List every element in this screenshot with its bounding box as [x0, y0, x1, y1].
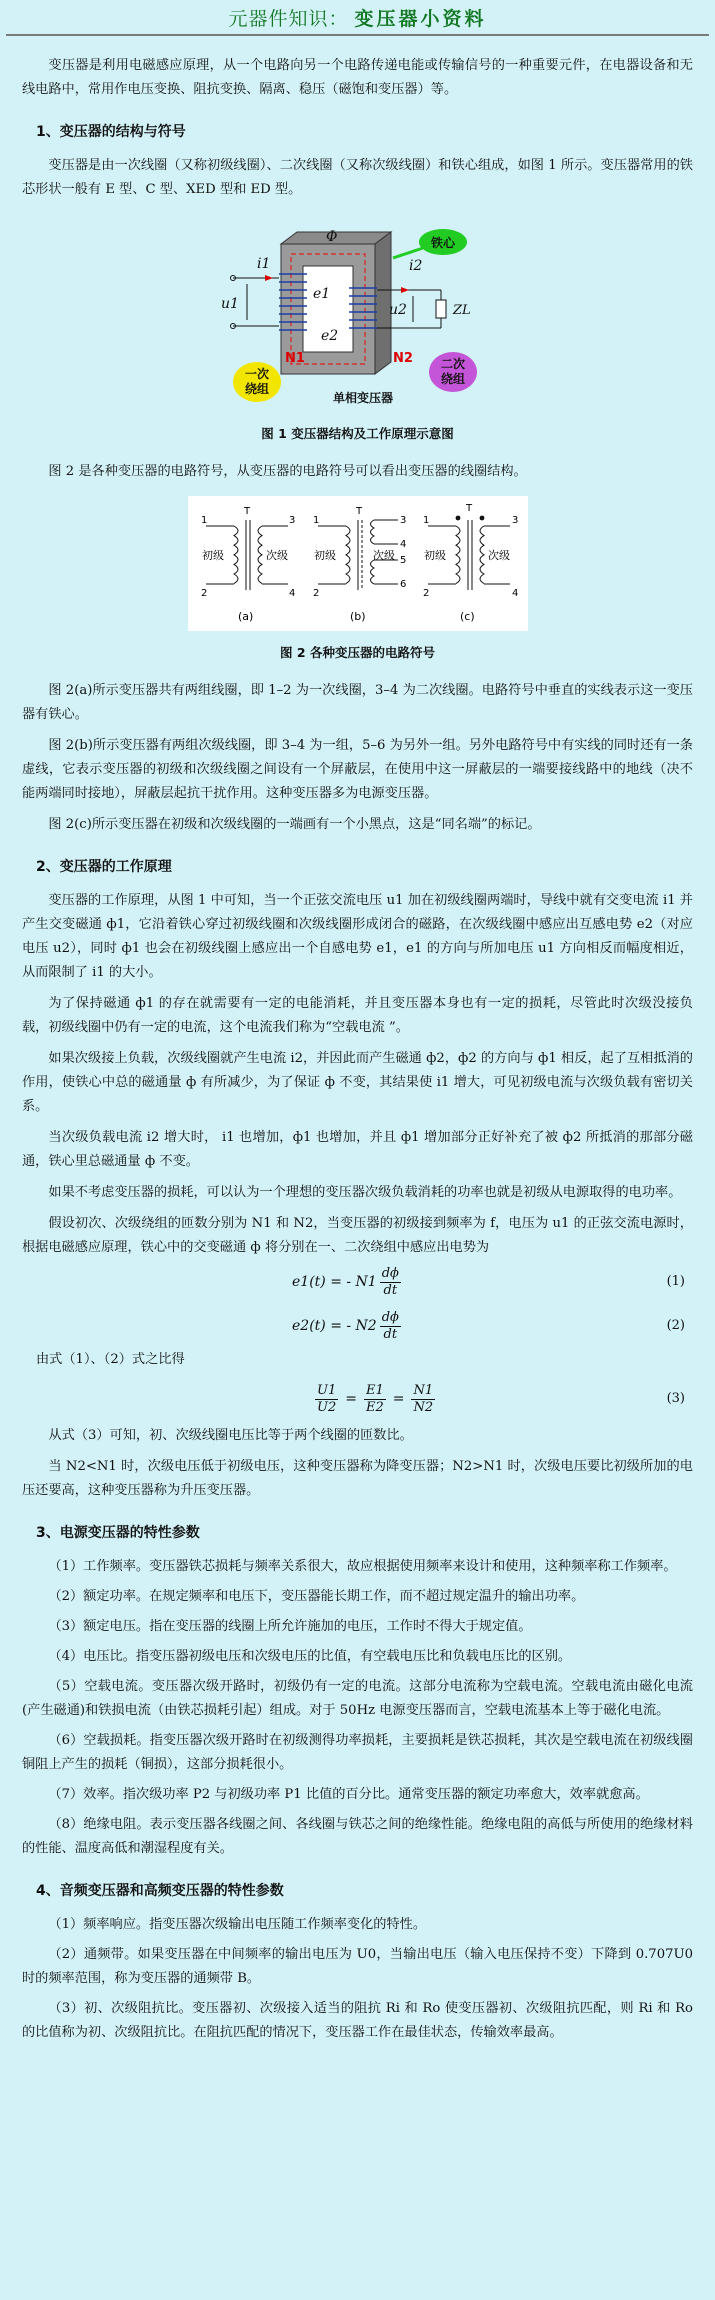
- equation-1: [22, 1260, 693, 1304]
- list-item: （6）空载损耗。指变压器次级开路时在初级测得功率损耗，主要损耗是铁芯损耗，其次是空载电流在初级线圈铜阻上产生的损耗（铜损），这部分损耗很小。: [22, 1733, 693, 1772]
- section-3-heading: 3、电源变压器的特性参数: [36, 1525, 200, 1541]
- equation-2-denominator: dt: [383, 1326, 398, 1342]
- section-4-list: [22, 1913, 693, 2045]
- equation-1-fraction: [380, 1266, 401, 1299]
- figure-1: [22, 222, 693, 412]
- core-label: 铁心: [430, 236, 455, 250]
- pin-label: 4: [511, 588, 518, 599]
- section-1-paragraph: 变压器是由一次线圈（又称初级线圈）、二次线圈（又称次级线圈）和铁心组成，如图 1 所示。变压器常用的铁芯形状一般有 E 型、C 型、XED 型和 ED 型。: [22, 158, 693, 197]
- pin-label: 2: [422, 588, 429, 599]
- equation-1-lhs: e1(t) = - N1: [292, 1274, 377, 1290]
- symbol-c-caption: (c): [459, 610, 475, 623]
- figure-2-paragraph-c: 图 2(c)所示变压器在初级和次级线圈的一端画有一个小黑点，这是“同名端”的标记。: [48, 817, 541, 832]
- list-item: （7）效率。指次级功率 P2 与初级功率 P1 比值的百分比。通常变压器的额定功率愈大，效率就愈高。: [48, 1787, 649, 1802]
- ratio-intro: 由式（1）、（2）式之比得: [36, 1352, 185, 1367]
- equation-2: [22, 1304, 693, 1348]
- equation-2-numerator: dϕ: [381, 1309, 399, 1325]
- symbol-c-secondary: 次级: [487, 549, 510, 562]
- list-item: （1）频率响应。指变压器次级输出电压随工作频率变化的特性。: [48, 1917, 427, 1932]
- pin-label: 2: [200, 588, 207, 599]
- equation-1-denominator: dt: [383, 1282, 398, 1298]
- figure-2-paragraph-a: 图 2(a)所示变压器共有两组线圈，即 1–2 为一次线圈，3–4 为二次线圈。电路符号中垂直的实线表示这一变压器有铁心。: [22, 683, 693, 722]
- single-phase-label: 单相变压器: [332, 391, 393, 405]
- pin-label: 5: [399, 555, 406, 566]
- zl-label: ZL: [452, 303, 471, 318]
- symbol-c-primary: 初级: [423, 549, 446, 562]
- title-main: 变压器小资料: [354, 7, 487, 30]
- equation-3-u1: U1: [317, 1382, 337, 1398]
- equation-1-number: (1): [666, 1274, 685, 1289]
- symbol-c-t: T: [465, 503, 472, 514]
- section-2-paragraph-4: 当次级负载电流 i2 增大时， i1 也增加，ф1 也增加，并且 ф1 增加部分正好补充了被 ф2 所抵消的那部分磁通，铁心里总磁通量 ф 不变。: [22, 1130, 693, 1169]
- figure-2: [22, 496, 693, 631]
- e2-label: e2: [320, 328, 338, 344]
- transformer-diagram: [213, 222, 503, 412]
- pin-label: 1: [312, 515, 319, 526]
- section-2-heading: 2、变压器的工作原理: [36, 859, 172, 875]
- load-resistor-icon: [436, 300, 446, 318]
- symbol-b-caption: (b): [349, 610, 366, 623]
- equation-3-ratio-u: [315, 1383, 338, 1416]
- figure-2-paragraph-b: 图 2(b)所示变压器有两组次级线圈，即 3–4 为一组，5–6 为另外一组。另外电路符号中有实线的同时还有一条虚线，它表示变压器的初级和次级线圈之间设有一个屏蔽层，在使用中这一屏蔽层的一端要接线路中的地线（决不能两端同时接地），屏蔽层起抗干扰作用。这种变压器多为电源变压器。: [22, 738, 693, 801]
- equation-3-ratio-e: [364, 1383, 386, 1416]
- pin-label: 2: [312, 588, 319, 599]
- pin-label: 1: [200, 515, 207, 526]
- list-item: （8）绝缘电阻。表示变压器各线圈之间、各线圈与铁芯之间的绝缘性能。绝缘电阻的高低与所使用的绝缘材料的性能、温度高低和潮湿程度有关。: [22, 1817, 693, 1856]
- n2-label: N2: [392, 351, 413, 366]
- pin-label: 3: [511, 515, 518, 526]
- section-1-heading: 1、变压器的结构与符号: [36, 124, 186, 140]
- section-2-paragraph-3: 如果次级接上负载，次级线圈就产生电流 i2，并因此而产生磁通 ф2，ф2 的方向与 ф1 相反，起了互相抵消的作用，使铁心中总的磁通量 ф 有所减少，为了保证 ф 不变，其结果使 i1 增大，可见初级电流与次级负载有密切关系。: [22, 1051, 693, 1114]
- page-title: [6, 0, 709, 36]
- equation-3-n2: N2: [413, 1399, 434, 1415]
- section-2-paragraph-2: 为了保持磁通 ф1 的存在就需要有一定的电能消耗，并且变压器本身也有一定的损耗，尽管此时次级没接负载，初级线圈中仍有一定的电流，这个电流我们称为“空载电流 ”。: [22, 996, 693, 1035]
- primary-winding-line2: 绕组: [244, 382, 269, 396]
- pin-label: 3: [399, 515, 406, 526]
- pin-label: 1: [422, 515, 429, 526]
- section-2-after-2: 当 N2<N1 时，次级电压低于初级电压，这种变压器称为降变压器；N2>N1 时，次级电压要比初级所加的电压还要高，这种变压器称为升压变压器。: [22, 1459, 693, 1498]
- list-item: （4）电压比。指变压器初级电压和次级电压的比值，有空载电压比和负载电压比的区别。: [48, 1649, 572, 1664]
- transformer-symbols: [188, 496, 528, 631]
- equation-3-e1: E1: [365, 1382, 384, 1398]
- list-item: （3）初、次级阻抗比。变压器初、次级接入适当的阻抗 Ri 和 Ro 使变压器初、次级阻抗匹配，则 Ri 和 Ro 的比值称为初、次级阻抗比。在阻抗匹配的情况下，变压器工作在最佳状态，传输效率最高。: [22, 2001, 693, 2040]
- equation-3-ratio-n: [411, 1383, 435, 1416]
- i2-label: i2: [408, 258, 422, 274]
- primary-winding-line1: 一次: [244, 367, 269, 381]
- equation-3: $\frac{U1}{U2}$ = $\frac{E1}{E2}$ = $\frac{N1}{N2}$ (3): [317, 1382, 685, 1415]
- title-prefix: 元器件知识：: [228, 7, 349, 30]
- equation-3-e2: E2: [365, 1399, 384, 1415]
- symbol-a-caption: (a): [237, 610, 253, 623]
- dot-marker-icon: [479, 516, 484, 521]
- section-2-paragraph-6: 假设初次、次级绕组的匝数分别为 N1 和 N2，当变压器的初级接到频率为 f，电压为 u1 的正弦交流电源时，根据电磁感应原理，铁心中的交变磁通 ф 将分别在一、二次绕组中感应出电势为: [22, 1216, 693, 1255]
- e1-label: e1: [312, 286, 330, 302]
- dot-marker-icon: [455, 516, 460, 521]
- n1-label: N1: [284, 351, 305, 366]
- symbol-a-secondary: 次级: [265, 549, 288, 562]
- symbol-a-t: T: [243, 506, 250, 517]
- equation-2-fraction: [380, 1310, 401, 1343]
- phi-label: Φ: [325, 229, 337, 245]
- list-item: （3）额定电压。指在变压器的线圈上所允许施加的电压，工作时不得大于规定值。: [48, 1619, 532, 1634]
- equation-2-number: (2): [666, 1318, 685, 1333]
- symbol-a-primary: 初级: [201, 549, 224, 562]
- section-2-paragraph-5: 如果不考虑变压器的损耗，可以认为一个理想的变压器次级负载消耗的功率也就是初级从电源取得的电功率。: [48, 1185, 682, 1200]
- u2-label: u2: [388, 302, 407, 318]
- list-item: （2）通频带。如果变压器在中间频率的输出电压为 U0，当输出电压（输入电压保持不变）下降到 0.707U0 时的频率范围，称为变压器的通频带 B。: [22, 1947, 693, 1986]
- equation-2-lhs: e2(t) = - N2: [292, 1318, 377, 1334]
- figure-2-intro: 图 2 是各种变压器的电路符号，从变压器的电路符号可以看出变压器的线圈结构。: [48, 464, 527, 479]
- section-3-list: [22, 1555, 693, 1861]
- pin-label: 6: [399, 579, 406, 590]
- equation-1-numerator: dϕ: [381, 1265, 399, 1281]
- list-item: （2）额定功率。在规定频率和电压下，变压器能长期工作，而不超过规定温升的输出功率。: [48, 1589, 585, 1604]
- symbol-b-secondary: 次级: [372, 549, 395, 562]
- pin-label: 4: [288, 588, 295, 599]
- equation-3-u2: U2: [317, 1399, 337, 1415]
- pin-label: 3: [288, 515, 295, 526]
- list-item: （1）工作频率。变压器铁芯损耗与频率关系很大，故应根据使用频率来设计和使用，这种频率称工作频率。: [48, 1559, 677, 1574]
- section-4-heading: 4、音频变压器和高频变压器的特性参数: [36, 1883, 284, 1899]
- equation-3-n1: N1: [413, 1382, 434, 1398]
- secondary-winding-line1: 二次: [440, 357, 465, 371]
- section-2-after-1: 从式（3）可知，初、次级线圈电压比等于两个线圈的匝数比。: [48, 1428, 413, 1443]
- intro-paragraph: 变压器是利用电磁感应原理，从一个电路向另一个电路传递电能或传输信号的一种重要元件，在电器设备和无线电路中，常用作电压变换、阻抗变换、隔离、稳压（磁饱和变压器）等。: [22, 58, 693, 97]
- section-2-paragraph-1: 变压器的工作原理，从图 1 中可知，当一个正弦交流电压 u1 加在初级线圈两端时，导线中就有交变电流 i1 并产生交变磁通 ф1，它沿着铁心穿过初级线圈和次级线圈形成闭合的磁路，在次级线圈中感应出互感电势 e2（对应电压 u2），同时 ф1 也会在初级线圈上感应出一个自感电势 e1，e1 的方向与所加电压 u1 方向相反而幅度相近，从而限制了 i1 的大小。: [22, 893, 693, 980]
- u1-label: u1: [220, 296, 239, 312]
- equation-3-number: (3): [666, 1391, 685, 1406]
- symbol-b-t: T: [355, 506, 362, 517]
- figure-2-caption: 图 2 各种变压器的电路符号: [280, 645, 435, 660]
- list-item: （5）空载电流。变压器次级开路时，初级仍有一定的电流。这部分电流称为空载电流。空载电流由磁化电流(产生磁通)和铁损电流（由铁芯损耗引起）组成。对于 50Hz 电源变压器而言，空载电流基本上等于磁化电流。: [22, 1679, 693, 1718]
- article-body: [0, 36, 715, 2045]
- symbol-b-primary: 初级: [313, 549, 336, 562]
- pin-label: 4: [399, 539, 406, 550]
- figure-1-caption: 图 1 变压器结构及工作原理示意图: [261, 426, 454, 441]
- i1-label: i1: [256, 256, 270, 272]
- secondary-winding-line2: 绕组: [440, 372, 465, 386]
